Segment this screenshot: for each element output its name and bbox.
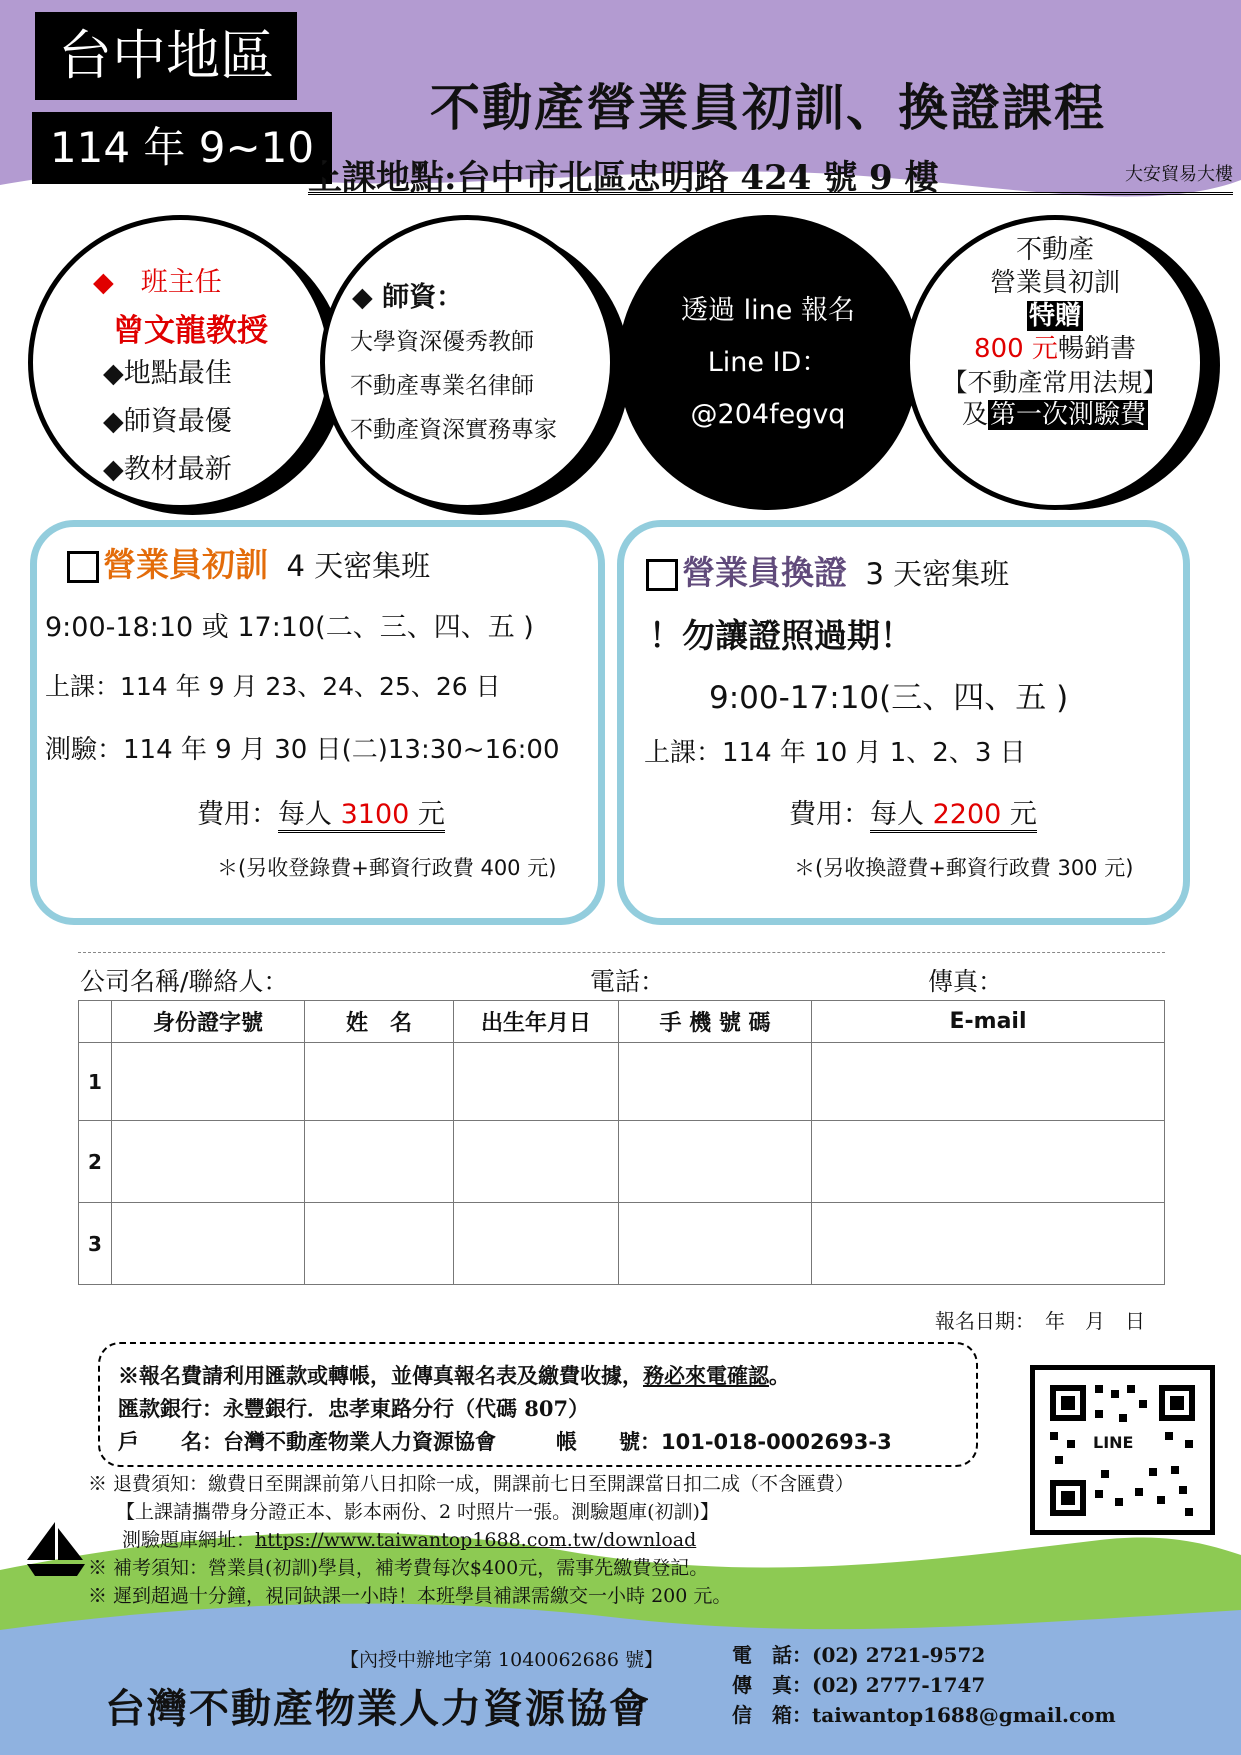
renewal-course-box <box>617 520 1190 925</box>
renewal-course-fee <box>789 792 1037 831</box>
account-no[interactable]: 101-018-0002693-3 <box>661 1430 892 1454</box>
table-row <box>79 1043 1165 1121</box>
building-text: 大安貿易大樓 <box>1125 164 1233 185</box>
table-cell[interactable] <box>454 1203 619 1285</box>
col-email: E-mail <box>812 1001 1165 1043</box>
phone-label: 電話： <box>590 967 666 996</box>
refund-note: ※ 退費須知：繳費日至開課前第八日扣除一成，開課前七日至開課當日扣二成（不含匯費） <box>88 1473 855 1495</box>
payment-instruction <box>118 1359 958 1392</box>
col-birth: 出生年月日 <box>454 1001 619 1043</box>
initial-course-subtitle: 4 天密集班 <box>286 549 431 583</box>
renewal-course-time: 9:00-17:10(三、四、五 ) <box>709 680 1069 716</box>
region-badge: 台中地區 <box>35 12 297 100</box>
signup-date: 報名日期： 年 月 日 <box>935 1309 1145 1333</box>
row-number: 1 <box>79 1043 112 1121</box>
table-cell[interactable] <box>812 1203 1165 1285</box>
makeup-note: ※ 補考須知：營業員(初訓)學員，補考費每次$400元，需事先繳費登記。 <box>88 1557 709 1579</box>
table-cell[interactable] <box>619 1121 812 1203</box>
page-title: 不動產營業員初訓、換證課程 <box>430 79 1106 137</box>
fee-prefix: 每人 <box>870 799 933 830</box>
account-no-label: 帳 號： <box>556 1429 661 1454</box>
payment-confirm: 務必來電確認 <box>643 1363 769 1388</box>
gift-badge: 特贈 <box>1028 301 1081 331</box>
col-id: 身份證字號 <box>112 1001 305 1043</box>
line-qr-code[interactable] <box>1030 1365 1215 1535</box>
initial-course-fee <box>197 792 445 831</box>
contact-phone[interactable]: 電 話：(02) 2721-9572 <box>732 1643 986 1667</box>
payment-period: 。 <box>769 1363 790 1388</box>
renewal-course-subtitle: 3 天密集班 <box>865 557 1010 591</box>
gift-book: 暢銷書 <box>1057 334 1136 364</box>
point-location: ◆地點最佳 <box>103 358 232 389</box>
fee-prefix: 每人 <box>278 799 341 830</box>
location-marker-icon <box>314 160 330 182</box>
contact-block <box>732 1640 1116 1730</box>
table-cell[interactable] <box>812 1121 1165 1203</box>
sailboat-icon <box>25 1520 87 1580</box>
table-cell[interactable] <box>619 1043 812 1121</box>
notes-block <box>88 1470 854 1610</box>
faculty-circle <box>320 215 615 510</box>
fax-label: 傳真： <box>928 967 1004 996</box>
license-text: 【內授中辦地字第 1040062686 號】 <box>340 1649 663 1671</box>
point-material: ◆教材最新 <box>103 454 232 485</box>
point-faculty: ◆師資最優 <box>103 406 232 437</box>
row-number: 2 <box>79 1121 112 1203</box>
initial-course-time: 9:00-18:10 或 17:10(二、三、四、五 ) <box>45 612 534 643</box>
table-cell[interactable] <box>454 1043 619 1121</box>
payment-bank: 匯款銀行：永豐銀行．忠孝東路分行（代碼 807） <box>118 1396 590 1421</box>
table-cell[interactable] <box>112 1203 305 1285</box>
col-mobile: 手 機 號 碼 <box>619 1001 812 1043</box>
contact-fax[interactable]: 傳 真：(02) 2777-1747 <box>732 1673 986 1697</box>
fee-amount: 3100 <box>340 799 410 830</box>
payment-box <box>98 1342 978 1467</box>
line-id-label: Line ID： <box>707 347 829 378</box>
initial-course-dates: 上課：114 年 9 月 23、24、25、26 日 <box>45 672 501 701</box>
row-number: 3 <box>79 1203 112 1285</box>
url-label: 測驗題庫網址： <box>122 1529 256 1551</box>
director-circle <box>28 215 333 510</box>
renewal-course-dates: 上課：114 年 10 月 1、2、3 日 <box>644 738 1026 768</box>
late-note: ※ 遲到超過十分鐘，視同缺課一小時！本班學員補課需繳交一小時 200 元。 <box>88 1585 732 1607</box>
download-link[interactable]: https://www.taiwantop1688.com.tw/download <box>255 1529 697 1551</box>
faculty-item: 不動產資深實務專家 <box>350 417 557 443</box>
renewal-course-checkbox[interactable] <box>646 559 678 591</box>
registration-table <box>78 1000 1165 1285</box>
gift-circle <box>905 215 1205 510</box>
gift-book-title: 【不動產常用法規】 <box>942 368 1168 397</box>
table-cell[interactable] <box>112 1043 305 1121</box>
table-cell[interactable] <box>305 1043 454 1121</box>
payment-account <box>118 1425 958 1459</box>
gift-exam-fee: 第一次測驗費 <box>990 400 1147 430</box>
table-cell[interactable] <box>812 1043 1165 1121</box>
table-row <box>79 1121 1165 1203</box>
url-note <box>88 1526 854 1554</box>
director-name: 曾文龍教授 <box>113 313 268 349</box>
table-row <box>79 1203 1165 1285</box>
diamond-icon: ◆ <box>93 267 114 298</box>
initial-course-checkbox[interactable] <box>67 551 99 583</box>
table-cell[interactable] <box>305 1203 454 1285</box>
table-cell[interactable] <box>112 1121 305 1203</box>
date-badge: 114 年 9~10 <box>32 112 332 184</box>
faculty-item: 不動產專業名律師 <box>350 373 534 399</box>
qr-label: LINE <box>1090 1433 1136 1452</box>
initial-course-exam: 測驗：114 年 9 月 30 日(二)13:30~16:00 <box>45 735 560 765</box>
initial-course-note: ＊(另收登錄費+郵資行政費 400 元) <box>217 856 557 880</box>
gift-line2: 營業員初訓 <box>989 268 1120 298</box>
line-circle <box>618 215 918 510</box>
table-header-cell <box>79 1001 112 1043</box>
fee-suffix: 元 <box>1001 799 1037 830</box>
col-name: 姓 名 <box>305 1001 454 1043</box>
account-name: 戶 名：台灣不動產物業人力資源協會 <box>118 1429 496 1454</box>
fee-label: 費用： <box>197 799 278 830</box>
line-signup-text: 透過 line 報名 <box>681 295 855 326</box>
renewal-course-title: 營業員換證 <box>682 553 847 592</box>
initial-course-title: 營業員初訓 <box>103 545 268 584</box>
table-cell[interactable] <box>305 1121 454 1203</box>
contact-email[interactable]: 信 箱：taiwantop1688@gmail.com <box>732 1703 1116 1727</box>
table-cell[interactable] <box>619 1203 812 1285</box>
renewal-warning: ！勿讓證照過期！ <box>649 616 913 655</box>
gift-and: 及 <box>961 400 988 430</box>
fee-label: 費用： <box>789 799 870 830</box>
director-heading: 班主任 <box>140 267 222 298</box>
location-text: 上課地點:台中市北區忠明路 424 號 9 樓 <box>308 158 939 198</box>
table-cell[interactable] <box>454 1121 619 1203</box>
faculty-heading: ◆ 師資： <box>352 282 464 313</box>
line-id-value[interactable]: @204fegvq <box>690 399 846 430</box>
initial-course-box <box>30 520 605 925</box>
bring-note: 【上課請攜帶身分證正本、影本兩份、2 吋照片一張。測驗題庫(初訓)】 <box>116 1501 719 1523</box>
location-bar <box>308 150 1233 198</box>
faculty-item: 大學資深優秀教師 <box>350 329 534 355</box>
faculty-list <box>350 320 557 452</box>
gift-amount: 800 元 <box>974 334 1058 364</box>
fee-amount: 2200 <box>932 799 1002 830</box>
form-divider <box>78 952 1165 953</box>
renewal-course-note: ＊(另收換證費+郵資行政費 300 元) <box>794 856 1134 880</box>
company-label: 公司名稱/聯絡人： <box>80 967 289 996</box>
payment-text: ※報名費請利用匯款或轉帳，並傳真報名表及繳費收據， <box>118 1363 643 1388</box>
fee-suffix: 元 <box>409 799 445 830</box>
org-name: 台灣不動產物業人力資源協會 <box>105 1685 651 1732</box>
director-points <box>103 350 232 494</box>
table-header-row <box>79 1001 1165 1043</box>
gift-line1: 不動產 <box>1015 235 1094 265</box>
